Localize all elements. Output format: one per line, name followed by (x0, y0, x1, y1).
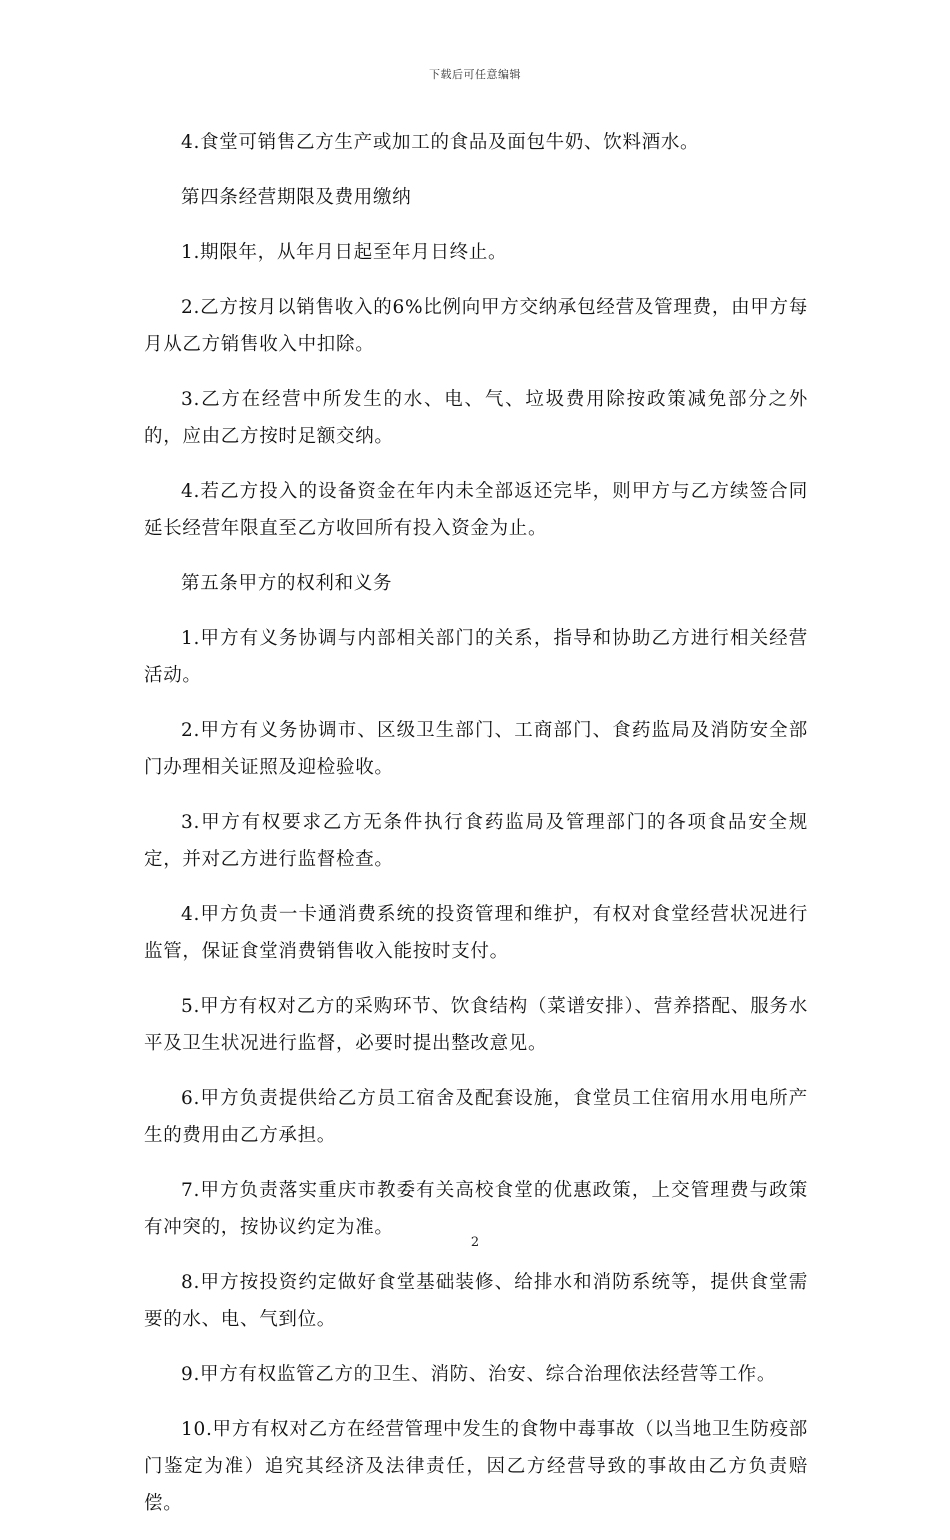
paragraph-party-a-duty-10: 10.甲方有权对乙方在经营管理中发生的食物中毒事故（以当地卫生防疫部门鉴定为准）追究其经济及法律责任，因乙方经营导致的事故由乙方负责赔偿。 (144, 1419, 808, 1514)
page-header: 下载后可任意编辑 (429, 68, 521, 81)
paragraph-party-a-duty-4: 4.甲方负责一卡通消费系统的投资管理和维护，有权对食堂经营状况进行监管，保证食堂消费销售收入能按时支付。 (144, 904, 808, 962)
document-body (144, 124, 808, 1540)
paragraph-utility-fees: 3.乙方在经营中所发生的水、电、气、垃圾费用除按政策减免部分之外的，应由乙方按时足额交纳。 (144, 389, 808, 447)
paragraph-clause-4-4: 4.食堂可销售乙方生产或加工的食品及面包牛奶、饮料酒水。 (181, 132, 700, 153)
section-heading-article-5: 第五条甲方的权利和义务 (181, 573, 393, 594)
paragraph-party-a-duty-3: 3.甲方有权要求乙方无条件执行食药监局及管理部门的各项食品安全规定，并对乙方进行监督检查。 (144, 812, 808, 870)
section-heading-article-4: 第四条经营期限及费用缴纳 (181, 187, 412, 208)
paragraph-party-a-duty-8: 8.甲方按投资约定做好食堂基础装修、给排水和消防系统等，提供食堂需要的水、电、气到位。 (144, 1272, 808, 1330)
paragraph-party-a-duty-2: 2.甲方有义务协调市、区级卫生部门、工商部门、食药监局及消防安全部门办理相关证照及迎检验收。 (144, 720, 808, 778)
paragraph-party-a-duty-9: 9.甲方有权监管乙方的卫生、消防、治安、综合治理依法经营等工作。 (181, 1364, 777, 1385)
paragraph-party-a-duty-5: 5.甲方有权对乙方的采购环节、饮食结构（菜谱安排）、营养搭配、服务水平及卫生状况进行监督，必要时提出整改意见。 (144, 996, 808, 1054)
paragraph-party-a-duty-1: 1.甲方有义务协调与内部相关部门的关系，指导和协助乙方进行相关经营活动。 (144, 628, 808, 686)
page-number: 2 (470, 1235, 480, 1250)
paragraph-contract-extension: 4.若乙方投入的设备资金在年内未全部返还完毕，则甲方与乙方续签合同延长经营年限直至乙方收回所有投入资金为止。 (144, 481, 808, 539)
paragraph-party-a-duty-6: 6.甲方负责提供给乙方员工宿舍及配套设施，食堂员工住宿用水用电所产生的费用由乙方承担。 (144, 1088, 808, 1146)
paragraph-management-fee: 2.乙方按月以销售收入的6%比例向甲方交纳承包经营及管理费，由甲方每月从乙方销售收入中扣除。 (144, 297, 808, 355)
paragraph-term: 1.期限年，从年月日起至年月日终止。 (181, 242, 508, 263)
paragraph-party-a-duty-7: 7.甲方负责落实重庆市教委有关高校食堂的优惠政策，上交管理费与政策有冲突的，按协议约定为准。 (144, 1180, 808, 1238)
